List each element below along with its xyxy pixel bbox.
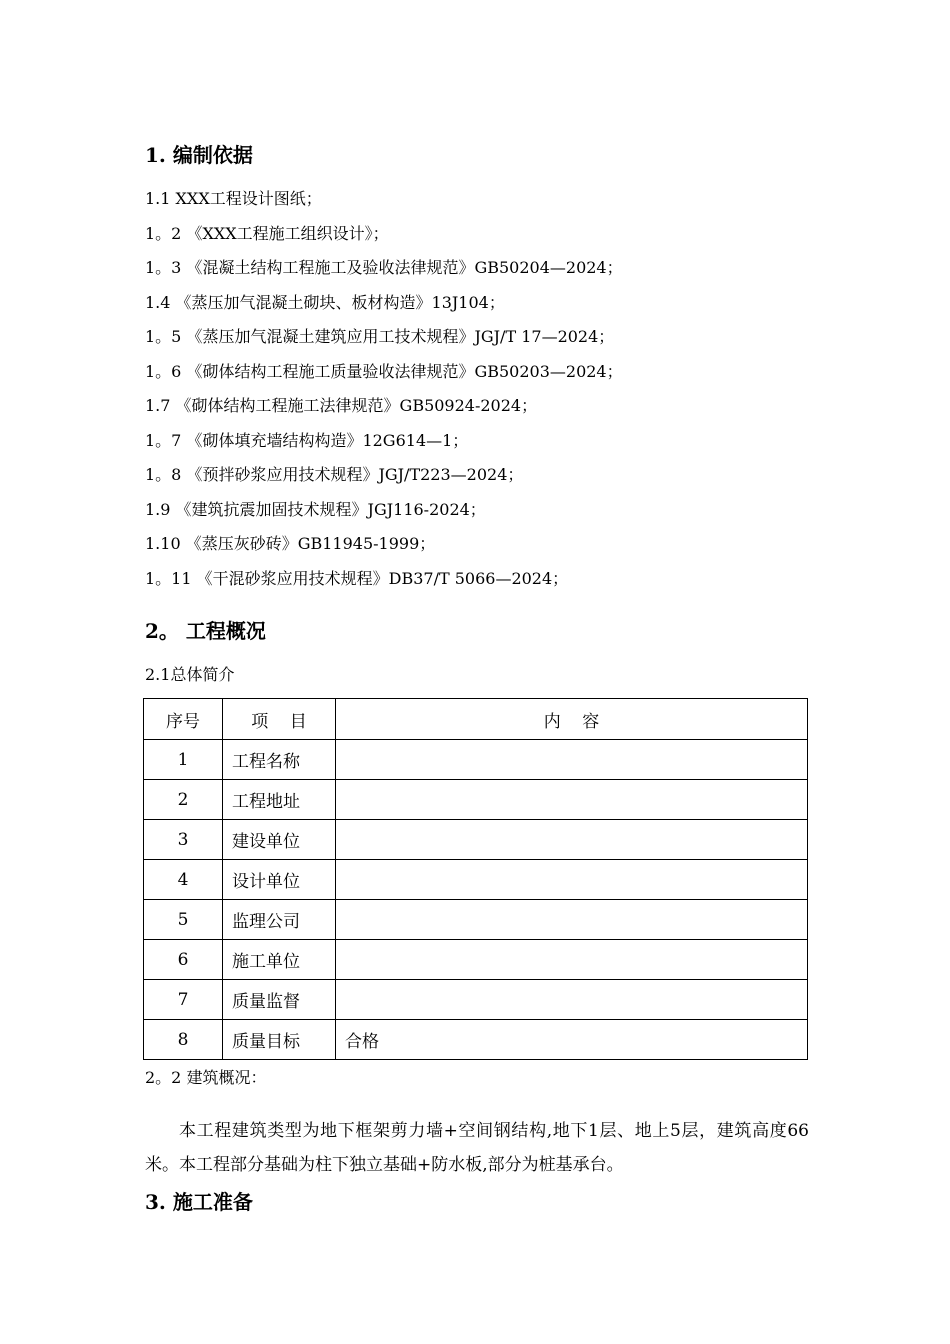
row-item: 建设单位	[223, 820, 336, 860]
row-content	[336, 860, 808, 900]
basis-item: 1。6 《砌体结构工程施工质量验收法律规范》GB50203—2024；	[145, 361, 623, 381]
row-item: 工程名称	[223, 740, 336, 780]
row-no: 4	[144, 860, 223, 900]
table-row	[144, 1020, 808, 1060]
table-row	[144, 980, 808, 1020]
row-item: 监理公司	[223, 900, 336, 940]
section-2-title: 2。 工程概况	[145, 619, 266, 643]
row-content	[336, 900, 808, 940]
table-row	[144, 820, 808, 860]
row-item: 工程地址	[223, 780, 336, 820]
row-content	[336, 980, 808, 1020]
basis-item: 1.10 《蒸压灰砂砖》GB11945-1999；	[145, 534, 436, 553]
header-item: 项 目	[223, 699, 336, 740]
basis-item: 1.1 XXX工程设计图纸；	[145, 189, 322, 208]
row-content: 合格	[336, 1020, 808, 1060]
basis-item: 1。7 《砌体填充墙结构构造》12G614—1；	[145, 430, 469, 450]
section-3-title: 3. 施工准备	[145, 1190, 253, 1214]
table-row	[144, 740, 808, 780]
row-no: 2	[144, 780, 223, 820]
row-content	[336, 780, 808, 820]
section-1-title: 1. 编制依据	[145, 143, 253, 167]
table-row	[144, 940, 808, 980]
row-no: 3	[144, 820, 223, 860]
subsection-2-2-title: 2。2 建筑概况：	[145, 1068, 267, 1087]
basis-item: 1。2 《XXX工程施工组织设计》；	[145, 223, 389, 243]
basis-item: 1。3 《混凝土结构工程施工及验收法律规范》GB50204—2024；	[145, 258, 623, 277]
row-content	[336, 820, 808, 860]
basis-item: 1.4 《蒸压加气混凝土砌块、板材构造》13J104；	[145, 292, 505, 312]
header-content: 内 容	[336, 699, 808, 740]
basis-item: 1。5 《蒸压加气混凝土建筑应用工技术规程》JGJ/T 17—2024；	[145, 327, 615, 346]
basis-item: 1.9 《建筑抗震加固技术规程》JGJ116-2024；	[145, 499, 486, 519]
basis-item: 1.7 《砌体结构工程施工法律规范》GB50924-2024；	[145, 396, 538, 415]
header-no: 序号	[144, 699, 223, 740]
row-content	[336, 940, 808, 980]
row-content	[336, 740, 808, 780]
row-no: 8	[144, 1020, 223, 1060]
row-item: 质量监督	[223, 980, 336, 1020]
row-no: 6	[144, 940, 223, 980]
row-no: 7	[144, 980, 223, 1020]
table-header-row	[144, 699, 808, 740]
basis-item: 1。11 《干混砂浆应用技术规程》DB37/T 5066—2024；	[145, 568, 569, 588]
basis-item: 1。8 《预拌砂浆应用技术规程》JGJ/T223—2024；	[145, 465, 524, 484]
row-item: 设计单位	[223, 860, 336, 900]
row-item: 施工单位	[223, 940, 336, 980]
subsection-2-1-title: 2.1总体简介	[145, 665, 235, 684]
basis-list	[145, 186, 623, 600]
table-row	[144, 900, 808, 940]
row-item: 质量目标	[223, 1020, 336, 1060]
row-no: 1	[144, 740, 223, 780]
row-no: 5	[144, 900, 223, 940]
building-overview-paragraph: 本工程建筑类型为地下框架剪力墙+空间钢结构,地下1层、地上5层，建筑高度66米。本工程部分基础为柱下独立基础+防水板,部分为桩基承台。	[145, 1121, 809, 1175]
table-row	[144, 860, 808, 900]
table-row	[144, 780, 808, 820]
project-info-table	[143, 698, 808, 1060]
